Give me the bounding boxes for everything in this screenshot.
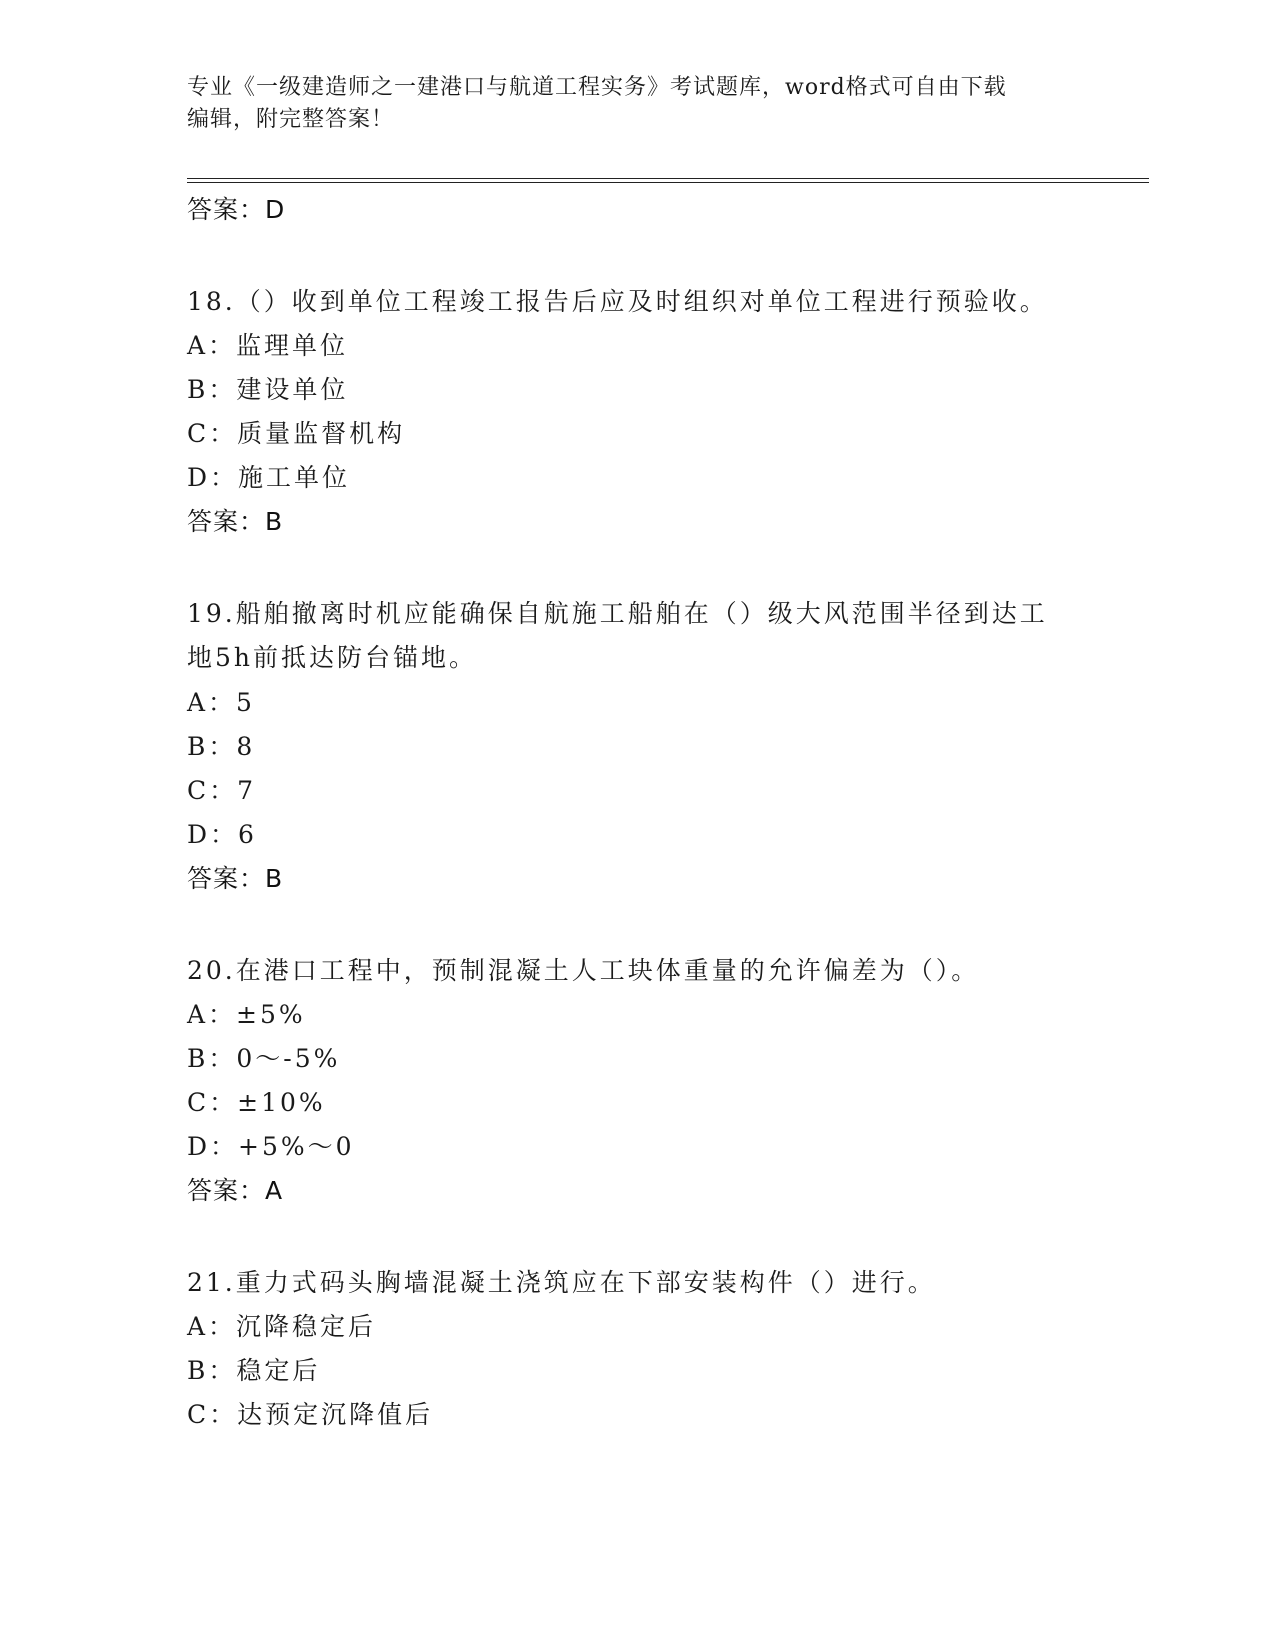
question-18-option-b: B：建设单位 [187, 375, 349, 404]
question-19-option-b: B：8 [187, 732, 256, 761]
header-divider-top [187, 178, 1149, 179]
question-20-option-c: C：±10% [187, 1088, 326, 1117]
question-21-option-a: A：沉降稳定后 [187, 1312, 377, 1341]
question-20-option-d: D：+5%～0 [187, 1132, 355, 1161]
question-18-option-a: A：监理单位 [187, 331, 349, 360]
question-20-answer: 答案：A [187, 1176, 284, 1205]
question-18-option-c: C：质量监督机构 [187, 419, 406, 448]
question-18-stem: 18.（）收到单位工程竣工报告后应及时组织对单位工程进行预验收。 [187, 287, 1048, 316]
question-21-stem: 21.重力式码头胸墙混凝土浇筑应在下部安装构件（）进行。 [187, 1268, 936, 1297]
question-19-stem-line-2: 地5h前抵达防台锚地。 [187, 643, 478, 672]
question-20-option-b: B：0～-5% [187, 1044, 341, 1073]
question-19-option-d: D：6 [187, 820, 257, 849]
header-divider-bottom [187, 182, 1149, 183]
question-20-option-a: A：±5% [187, 1000, 306, 1029]
question-19-stem-line-1: 19.船舶撤离时机应能确保自航施工船舶在（）级大风范围半径到达工 [187, 599, 1048, 628]
header-line-1: 专业《一级建造师之一建港口与航道工程实务》考试题库，word格式可自由下载 [187, 75, 1007, 100]
question-19-option-c: C：7 [187, 776, 257, 805]
question-21-option-c: C：达预定沉降值后 [187, 1400, 434, 1429]
document-header [187, 72, 1087, 136]
question-18-answer: 答案：B [187, 507, 284, 536]
question-19-option-a: A：5 [187, 688, 255, 717]
question-20-stem: 20.在港口工程中，预制混凝土人工块体重量的允许偏差为（）。 [187, 956, 980, 985]
header-line-2: 编辑，附完整答案！ [187, 107, 395, 132]
question-19-answer: 答案：B [187, 864, 284, 893]
question-18-option-d: D：施工单位 [187, 463, 351, 492]
previous-answer: 答案：D [187, 195, 286, 224]
question-21-option-b: B：稳定后 [187, 1356, 321, 1385]
